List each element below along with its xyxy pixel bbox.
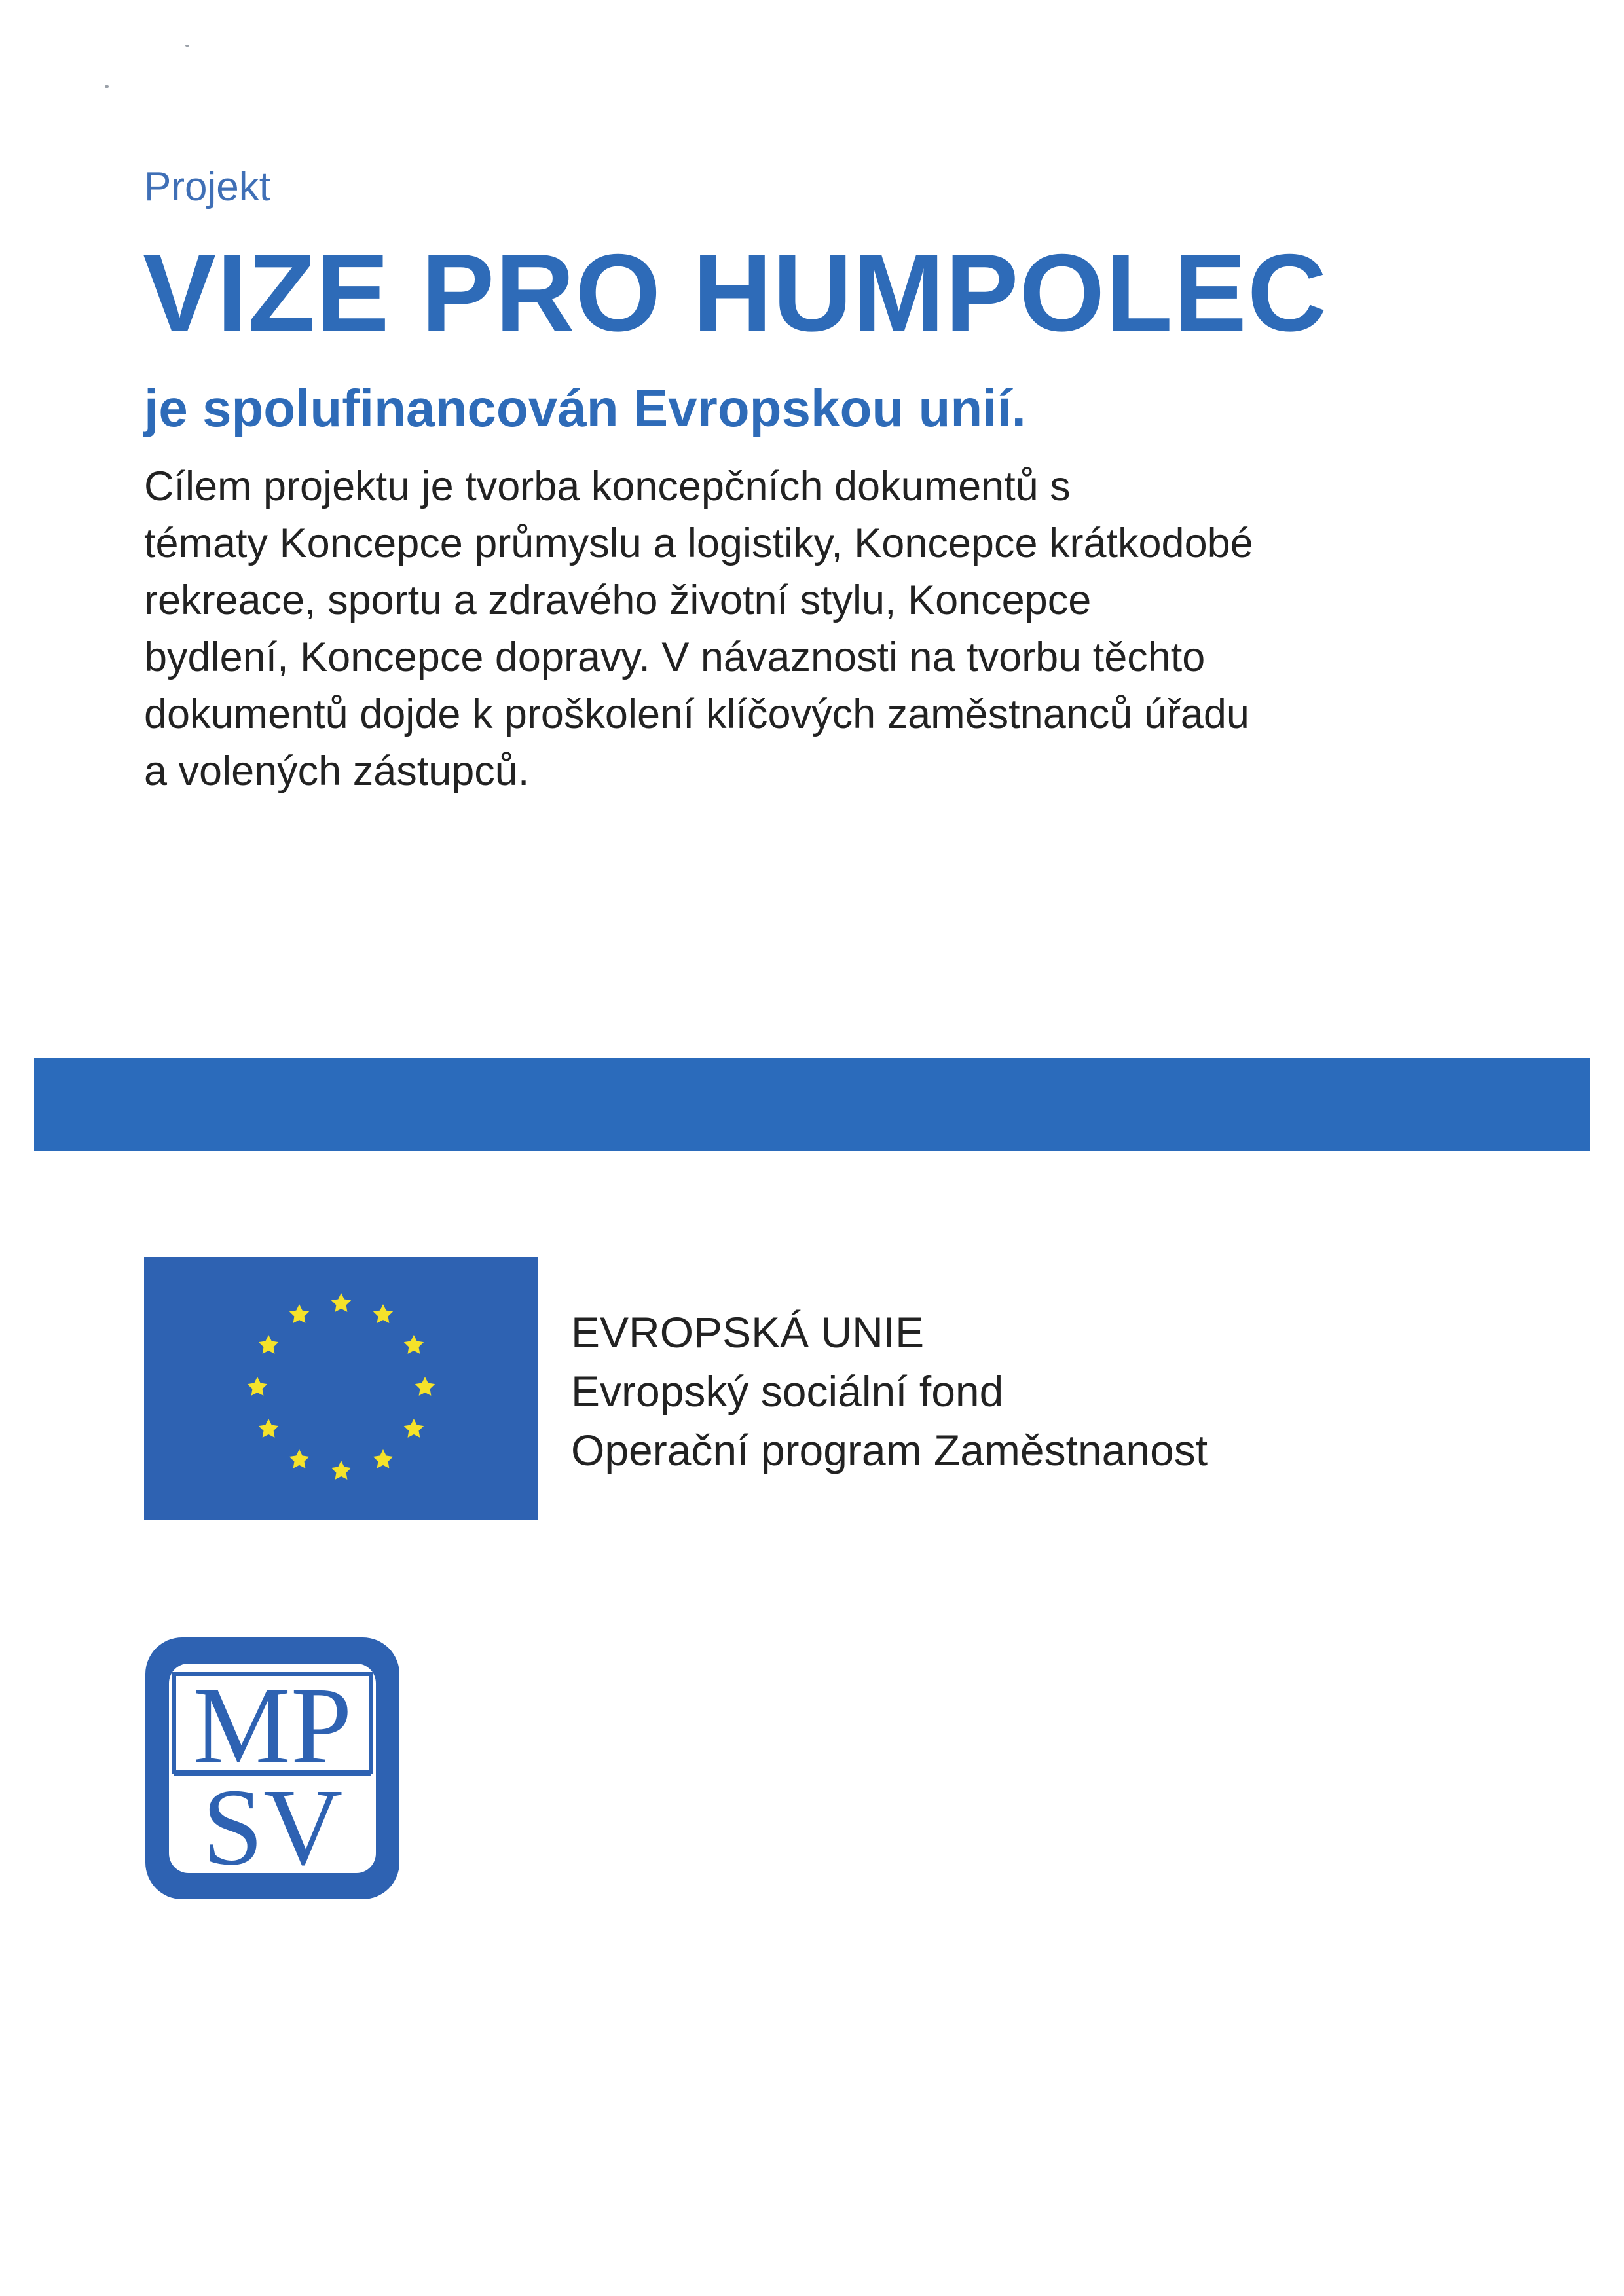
mpsv-logo-top-text: MP (193, 1665, 352, 1787)
eu-text-line: Operační program Zaměstnanost (571, 1426, 1208, 1474)
mpsv-logo (143, 1635, 402, 1902)
scan-speck (105, 85, 109, 88)
eu-funding-text (571, 1303, 1208, 1480)
blue-band (34, 1058, 1590, 1151)
page-title: VIZE PRO HUMPOLEC (143, 231, 1328, 354)
mpsv-logo-bottom-text: SV (202, 1766, 343, 1888)
project-description (144, 458, 1388, 800)
eu-flag-icon (144, 1257, 538, 1520)
page-subtitle: je spolufinancován Evropskou unií. (144, 379, 1026, 437)
description-line: rekreace, sportu a zdravého životní stylu, Koncepce (144, 577, 1092, 623)
eu-text-line: EVROPSKÁ UNIE (571, 1308, 925, 1357)
description-line: tématy Koncepce průmyslu a logistiky, Koncepce krátkodobé (144, 520, 1253, 566)
scan-speck (185, 45, 189, 47)
description-line: Cílem projektu je tvorba koncepčních dokumentů s (144, 464, 1071, 509)
description-line: a volených zástupců. (144, 748, 530, 794)
description-line: bydlení, Koncepce dopravy. V návaznosti na tvorbu těchto (144, 634, 1206, 680)
description-line: dokumentů dojde k proškolení klíčových zaměstnanců úřadu (144, 691, 1249, 737)
project-label: Projekt (144, 164, 270, 210)
eu-text-line: Evropský sociální fond (571, 1367, 1004, 1415)
